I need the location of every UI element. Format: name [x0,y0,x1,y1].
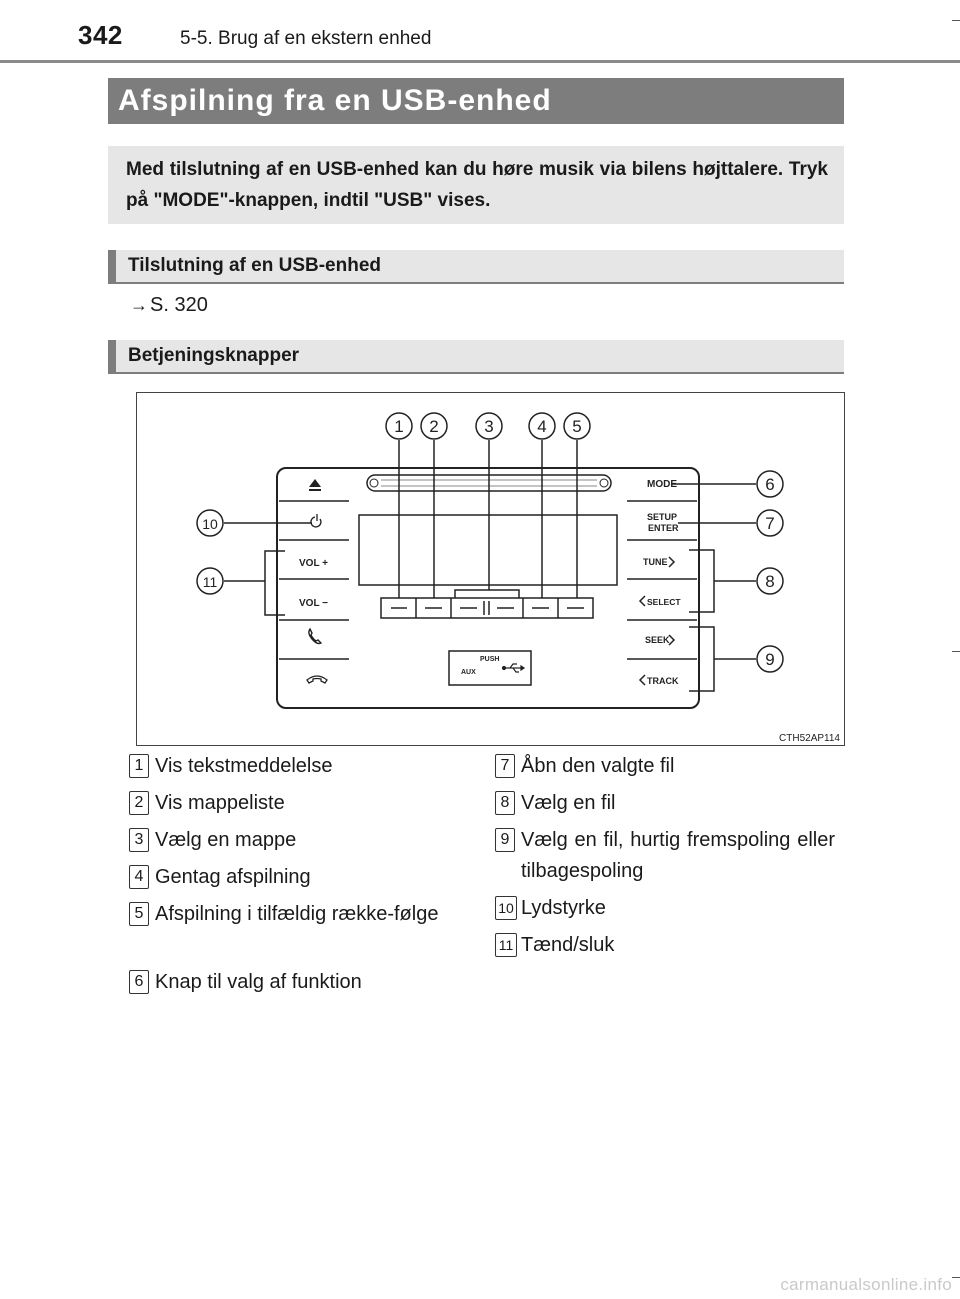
legend-number-badge: 9 [495,828,515,852]
phone-icon [309,629,321,644]
panel-outline [277,468,699,708]
callout-number: 7 [765,514,775,533]
page-number: 342 [78,20,123,50]
legend-text: Vis mappeliste [155,792,285,814]
setup-label: SETUP [647,512,678,522]
legend-number-badge: 10 [495,896,517,920]
callout-number: 6 [765,475,775,494]
edge-tick [952,651,960,652]
legend-number-badge: 4 [129,865,149,889]
legend-number-badge: 2 [129,791,149,815]
section-reference: 5-5. Brug af en ekstern enhed [180,28,432,49]
aux-label: AUX [461,669,476,676]
seek-label: SEEK [645,635,670,645]
vol-plus-label: VOL + [299,558,328,569]
callout-number: 4 [537,417,547,436]
legend-number-badge: 6 [129,970,149,994]
callout-number: 5 [572,417,582,436]
legend-number-badge: 7 [495,754,515,778]
callout-number: 8 [765,572,775,591]
legend-text: Vis tekstmeddelelse [155,755,333,777]
track-label: TRACK [647,676,679,686]
legend-text: Lydstyrke [521,897,606,919]
callout-number: 10 [202,516,218,532]
callout-number: 1 [394,417,404,436]
edge-tick [952,1277,960,1278]
callout-number: 3 [484,417,494,436]
legend-number-badge: 5 [129,902,149,926]
left-button-separators [279,501,349,659]
legend-number-badge: 11 [495,933,517,957]
bracket-left-vol [265,551,285,615]
subheading-controls: Betjeningsknapper [108,340,844,374]
eject-icon [309,479,321,491]
legend-text: Vælg en fil [521,792,616,814]
select-label: SELECT [647,597,681,607]
audio-panel-diagram [137,393,846,747]
power-icon [311,514,321,527]
legend-text: Vælg en fil, hurtig fremspoling eller tilbagespoling [521,829,835,882]
legend-text: Åbn den valgte fil [521,755,675,777]
subheading-connect: Tilslutning af en USB-enhed [108,250,844,284]
mode-label: MODE [647,479,677,490]
enter-label: ENTER [648,523,679,533]
legend-number-badge: 3 [129,828,149,852]
display-area [359,515,617,585]
audio-panel-figure [136,392,845,746]
edge-tick [952,20,960,21]
push-label: PUSH [480,656,500,663]
legend-number-badge: 8 [495,791,515,815]
tune-chevron-icon [669,557,674,567]
tune-label: TUNE [643,557,668,567]
legend-text: Knap til valg af funktion [155,971,362,993]
legend-text: Tænd/sluk [521,934,615,956]
vol-minus-label: VOL − [299,598,328,609]
header-rule [0,60,960,63]
legend-text: Gentag afspilning [155,866,311,888]
page-reference[interactable] [130,294,208,317]
select-chevron-icon [640,596,645,606]
callout-number: 11 [202,574,218,590]
callout-number: 2 [429,417,439,436]
usb-icon [503,664,525,672]
legend-text: Vælg en mappe [155,829,297,851]
callout-number: 9 [765,650,775,669]
page-reference-text: S. 320 [150,294,208,316]
hang-up-icon [307,676,327,683]
legend-number-badge: 1 [129,754,149,778]
watermark: carmanualsonline.info [780,1275,952,1294]
figure-code-label: CTH52AP114 [779,733,840,744]
legend-text: Afspilning i tilfældig række-følge [155,903,439,925]
main-title: Afspilning fra en USB-enhed [108,78,844,124]
arrow-right-icon: → [130,295,148,315]
track-chevron-icon [640,675,645,685]
bracket-right-tune [689,550,714,612]
preset-buttons [381,590,593,618]
intro-text: Med tilslutning af en USB-enhed kan du høre musik via bilens højttalere. Tryk på "MODE"-knappen, indtil "USB" vises. [108,146,844,224]
callout-leader-lines [224,440,756,659]
seek-chevron-icon [669,635,674,645]
